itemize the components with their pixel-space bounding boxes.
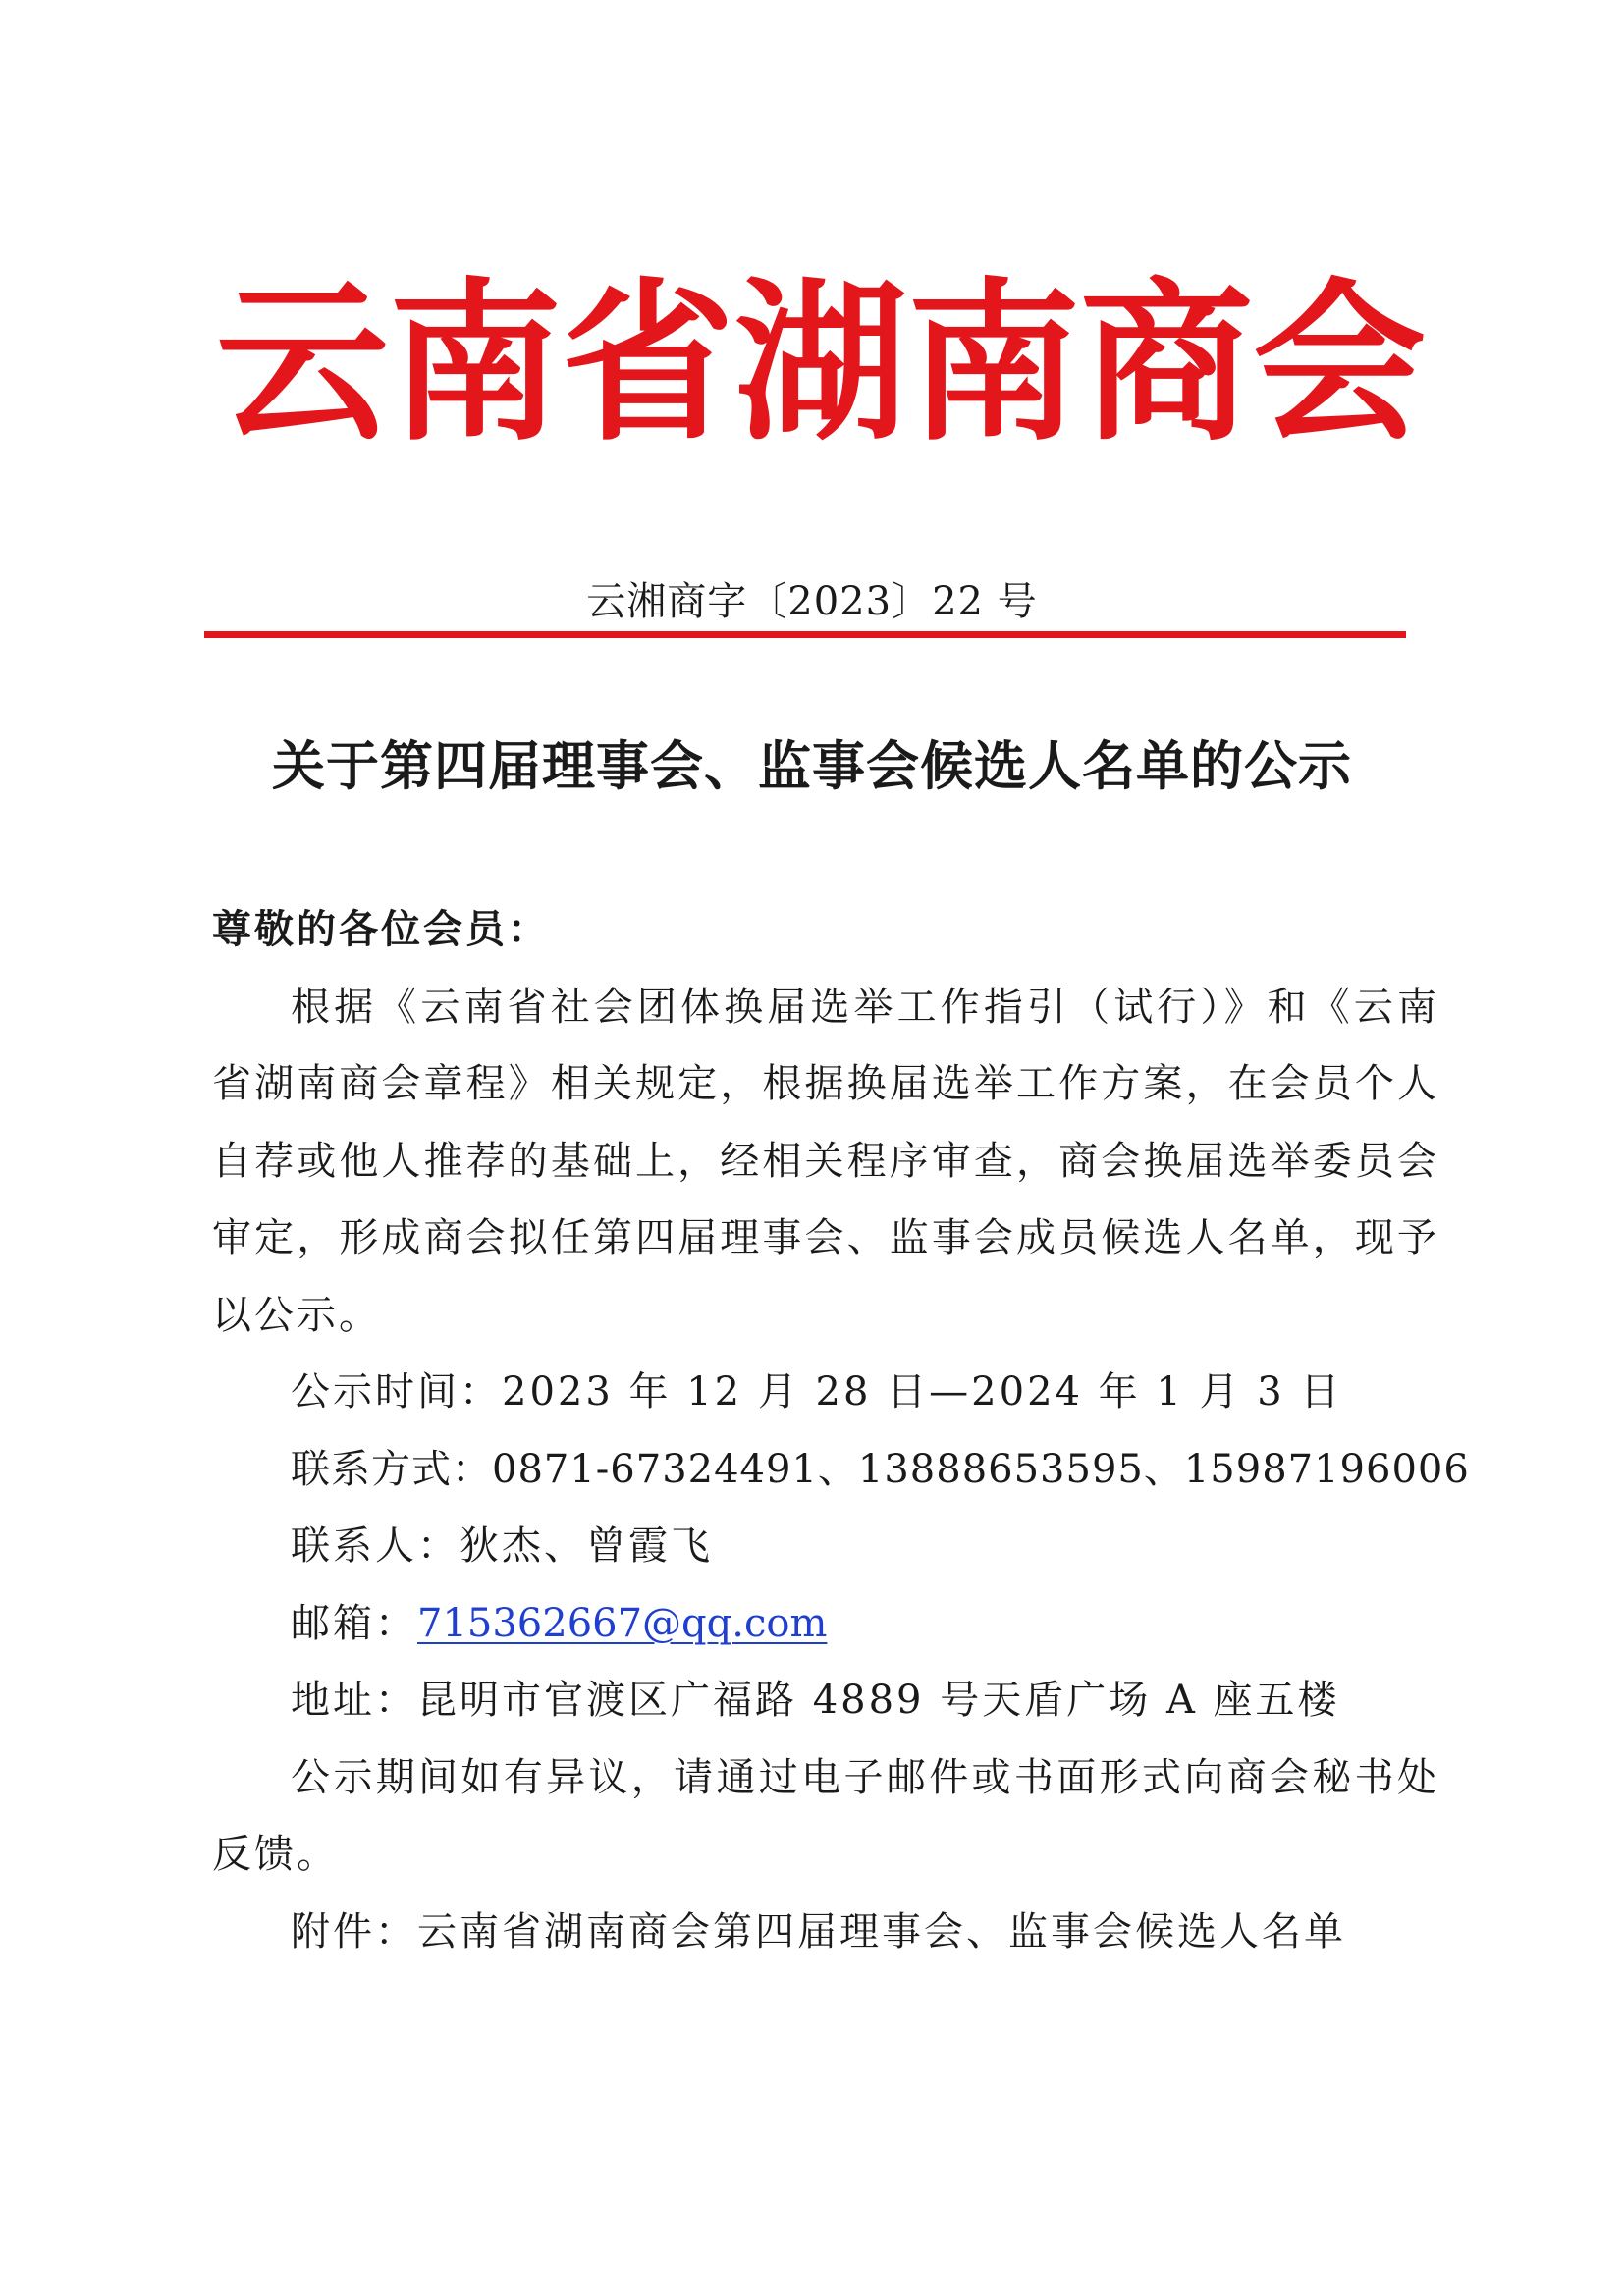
document-title: 关于第四届理事会、监事会候选人名单的公示: [272, 734, 1352, 797]
objection-notice: 公示期间如有异议，请通过电子邮件或书面形式向商会秘书处反馈。: [212, 1754, 1439, 1877]
document-number: 云湘商字〔2023〕22 号: [586, 579, 1038, 624]
org-name-char: 会: [1253, 261, 1427, 464]
org-name-char: 商: [1080, 261, 1254, 464]
body-paragraph: 根据《云南省社会团体换届选举工作指引（试行）》和《云南省湖南商会章程》相关规定，根据换届选举工作方案，在会员个人自荐或他人推荐的基础上，经相关程序审查，商会换届选举委员会审定，形成商会拟任第四届理事会、监事会成员候选人名单，现予以公示。: [212, 984, 1439, 1338]
org-name-char: 南: [907, 261, 1081, 464]
organization-name: [216, 261, 1427, 464]
email-link[interactable]: 715362667@qq.com: [417, 1600, 828, 1646]
contact-methods: 联系方式：0871-67324491、13888653595、15987196006: [291, 1446, 1470, 1492]
org-name-char: 省: [562, 261, 735, 464]
email-line: [212, 1585, 1439, 1663]
org-name-char: 南: [389, 261, 563, 464]
document-body: [212, 891, 1470, 1970]
attachment: 附件：云南省湖南商会第四届理事会、监事会候选人名单: [291, 1908, 1346, 1954]
salutation: 尊敬的各位会员：: [212, 906, 550, 952]
contact-persons: 联系人：狄杰、曾霞飞: [291, 1523, 713, 1569]
address: 地址：昆明市官渡区广福路 4889 号天盾广场 A 座五楼: [291, 1678, 1340, 1723]
announcement-time: 公示时间：2023 年 12 月 28 日—2024 年 1 月 3 日: [291, 1369, 1343, 1415]
email-label: 邮箱：: [291, 1600, 417, 1646]
org-name-char: 云: [216, 261, 390, 464]
header-divider: [204, 631, 1406, 638]
org-name-char: 湖: [734, 261, 908, 464]
